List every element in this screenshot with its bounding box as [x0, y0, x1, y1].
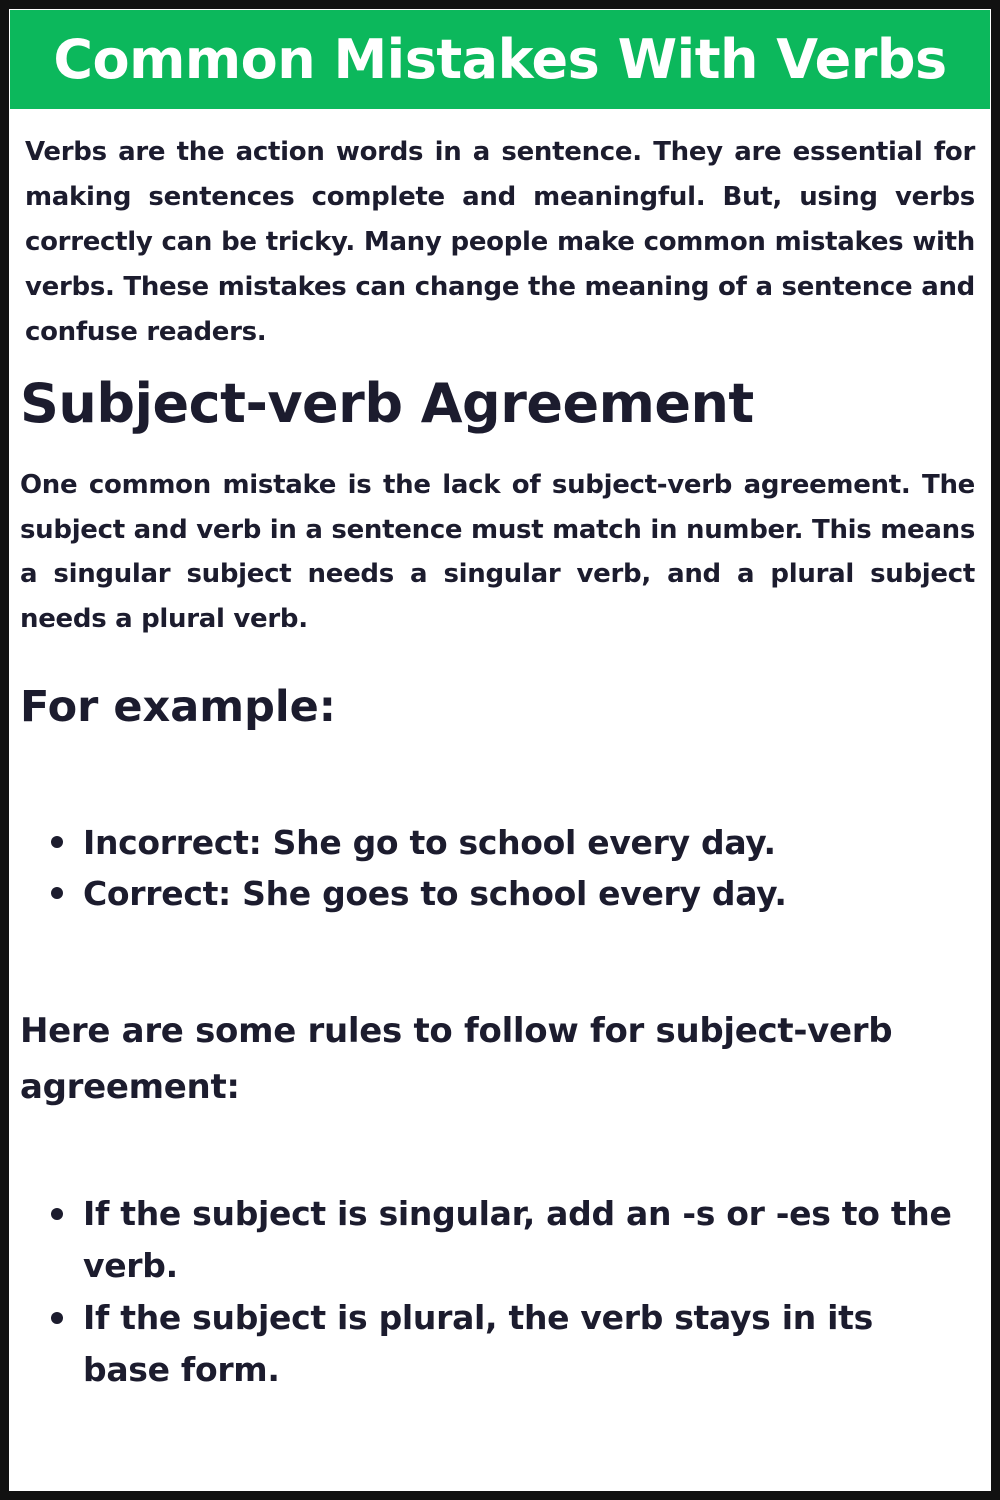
rule-plural: If the subject is plural, the verb stays in its base form. [83, 1298, 873, 1389]
rules-intro: Here are some rules to follow for subject-verb agreement: [20, 1011, 893, 1107]
section-heading: Subject-verb Agreement [20, 372, 754, 435]
section-paragraph: One common mistake is the lack of subject-verb agreement. The subject and verb in a sentence must match in number. This means a singular subject needs a singular verb, and a plural subject needs a plural verb. [20, 470, 975, 634]
bullet-icon [51, 1312, 63, 1324]
list-item [20, 1292, 955, 1396]
list-item [20, 1188, 955, 1292]
example-heading: For example: [20, 682, 336, 732]
title-banner [10, 10, 990, 109]
example-list [20, 817, 960, 919]
bullet-icon [51, 887, 63, 899]
list-item [20, 868, 960, 919]
bullet-icon [51, 836, 63, 848]
bullet-icon [51, 1208, 63, 1220]
rule-singular: If the subject is singular, add an -s or -es to the verb. [83, 1194, 952, 1285]
rules-list [20, 1188, 955, 1396]
intro-paragraph: Verbs are the action words in a sentence. They are essential for making sentences complete and meaningful. But, using verbs correctly can be tricky. Many people make common mistakes with verbs. These mistakes can change the meaning of a sentence and confuse readers. [25, 137, 975, 347]
example-correct: Correct: She goes to school every day. [83, 874, 787, 913]
page-title: Common Mistakes With Verbs [53, 28, 947, 91]
list-item [20, 817, 960, 868]
example-incorrect: Incorrect: She go to school every day. [83, 823, 776, 862]
